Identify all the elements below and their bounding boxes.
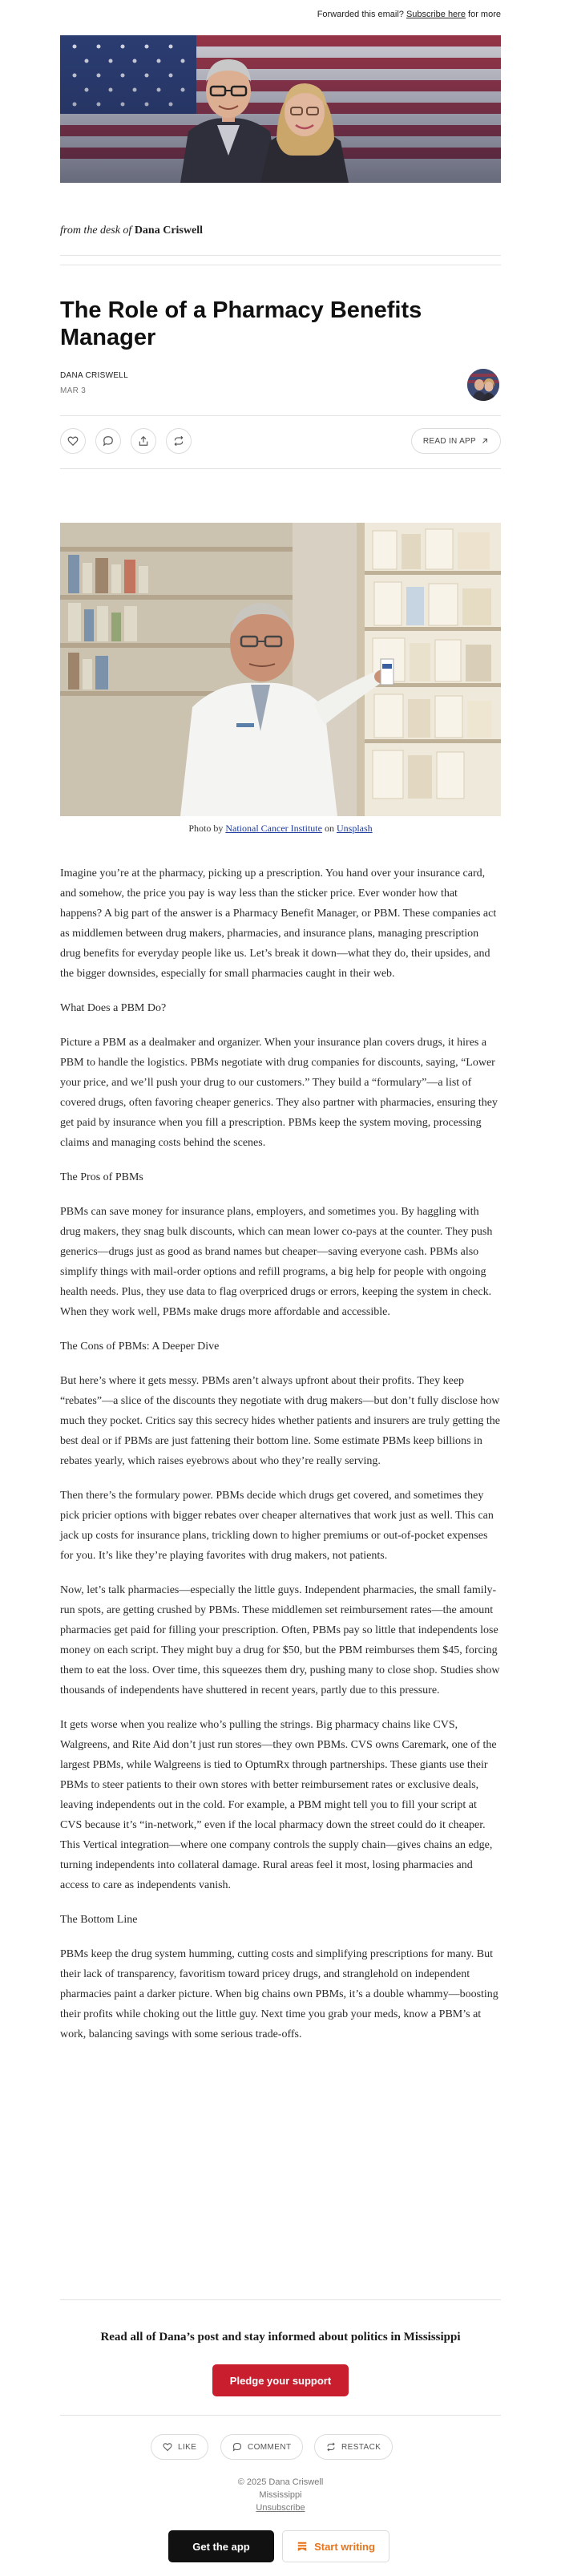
- section-heading: What Does a PBM Do?: [60, 1002, 167, 1014]
- footer-restack-button[interactable]: [314, 2434, 393, 2460]
- footer-actions: [60, 2434, 501, 2460]
- section-heading: The Bottom Line: [60, 1914, 138, 1926]
- author-avatar[interactable]: [467, 369, 499, 401]
- read-in-app-button[interactable]: [411, 428, 501, 454]
- desk-prefix: from the desk of: [60, 224, 132, 237]
- post-title[interactable]: The Role of a Pharmacy Benefits Manager: [60, 297, 422, 350]
- section-heading: The Pros of PBMs: [60, 1171, 143, 1183]
- article-body: [60, 863, 501, 2059]
- post-actions: [60, 428, 501, 455]
- post-author[interactable]: DANA CRISWELL: [60, 371, 129, 380]
- share-icon: [138, 435, 149, 447]
- start-writing-button[interactable]: [282, 2530, 389, 2562]
- footer-comment-button[interactable]: [220, 2434, 303, 2460]
- paragraph: PBMs keep the drug system humming, cutting costs and simplifying prescriptions for many. But their lack of transparency, favoritism toward pricey drugs, and stranglehold on independent pharmacies paint a darker picture. When big chains own PBMs, it’s a double whammy—boosting their profits while choking out the little guy. Next time you grab your meds, know a PBM’s at work, balancing savings with some serious trade-offs.: [60, 1948, 498, 2040]
- pharmacist-illustration: [60, 523, 501, 816]
- avatar-image: [467, 369, 499, 401]
- desk-byline: [60, 224, 501, 237]
- forward-suffix: for more: [468, 10, 501, 19]
- desk-name: Dana Criswell: [134, 224, 203, 237]
- comment-icon: [103, 435, 114, 447]
- restack-label: RESTACK: [341, 2442, 381, 2452]
- forward-notice: [317, 10, 501, 19]
- paragraph: Now, let’s talk pharmacies—especially the little guys. Independent pharmacies, the small family-run spots, are getting crushed by PBMs. These middlemen set reimbursement rates—the amount pharmacies get paid for filling your prescription. Often, PBMs pay so little that independents lose money on each script. They might buy a drug for $50, but the PBM reimburses them $45, forcing them to eat the loss. Over time, this squeezes them dry, pushing many to close shop. Studies show thousands of independents have shuttered in recent years, partly due to this pressure.: [60, 1584, 500, 1696]
- comment-icon: [232, 2442, 242, 2452]
- pledge-support-button[interactable]: Pledge your support: [212, 2364, 349, 2396]
- share-button[interactable]: [131, 428, 156, 454]
- caption-prefix: Photo by: [188, 823, 224, 834]
- section-heading: The Cons of PBMs: A Deeper Dive: [60, 1341, 220, 1353]
- get-the-app-button[interactable]: Get the app: [168, 2530, 274, 2562]
- restack-icon: [173, 435, 184, 447]
- heart-icon: [67, 435, 79, 447]
- read-in-app-label: READ IN APP: [422, 436, 476, 446]
- heart-icon: [163, 2442, 172, 2452]
- caption-on: on: [324, 823, 334, 834]
- paragraph: But here’s where it gets messy. PBMs aren’t always upfront about their profits. They keep “rebates”—a slice of the discounts they negotiate with drug makers—but don’t fully disclose how much they pocket. Critics say this secrecy hides whether patients and insurers are truly getting the best deal or if PBMs are just fattening their bottom line. Some estimate PBMs keep billions in rebates yearly, which raises eyebrows about who they’re really serving.: [60, 1375, 500, 1467]
- footer-like-button[interactable]: [151, 2434, 208, 2460]
- paragraph: Imagine you’re at the pharmacy, picking up a prescription. You hand over your insurance card, and somehow, the price you pay is way less than the sticker price. Ever wonder how that happens? A big part of the answer is a Pharmacy Benefit Manager, or PBM. These companies act as middlemen between drug makers, pharmacies, and insurance plans, managing prescription drug benefits for everyday people like us. Let’s break it down—what they do, their upsides, and the bigger downsides, especially for small pharmacies caught in their web.: [60, 867, 497, 980]
- like-label: LIKE: [178, 2442, 197, 2452]
- unsplash-link[interactable]: Unsplash: [336, 823, 373, 834]
- publisher-location: Mississippi: [259, 2490, 302, 2500]
- start-writing-label: Start writing: [314, 2540, 375, 2553]
- restack-button[interactable]: [166, 428, 192, 454]
- divider: [60, 2299, 501, 2300]
- hero-banner: [60, 35, 501, 183]
- restack-icon: [326, 2442, 336, 2452]
- comment-label: COMMENT: [248, 2442, 292, 2452]
- forward-text: Forwarded this email?: [317, 10, 404, 19]
- paragraph: Picture a PBM as a dealmaker and organizer. When your insurance plan covers drugs, it hires a PBM to handle the logistics. PBMs negotiate with drug companies for discounts, saying, “Lower your price, and we’ll push your drug to our customers.” They build a “formulary”—a list of covered drugs, often favoring cheaper generics. They also partner with pharmacies, ensuring they get paid by insurance when you fill a prescription. PBMs keep the system moving, processing claims and managing costs behind the scenes.: [60, 1037, 498, 1149]
- paragraph: PBMs can save money for insurance plans, employers, and sometimes you. By haggling with drug makers, they snag bulk discounts, which can mean lower co-pays at the counter. They push generics—drugs just as good as brand names but cheaper—saving everyone cash. PBMs also simplify things with mail-order options and refill programs, a big help for people with ongoing health needs. Plus, they use data to flag overpriced drugs or errors, keeping the system in check. When they work well, PBMs make drugs more affordable and accessible.: [60, 1206, 493, 1318]
- divider: [60, 2415, 501, 2416]
- hero-illustration: [60, 35, 501, 183]
- subscribe-link[interactable]: Subscribe here: [406, 10, 466, 19]
- subscribe-cta-heading: Read all of Dana’s post and stay informed about politics in Mississippi: [100, 2331, 461, 2343]
- photographer-link[interactable]: National Cancer Institute: [225, 823, 322, 834]
- article-photo: [60, 523, 501, 816]
- paragraph: Then there’s the formulary power. PBMs decide which drugs get covered, and sometimes they pick pricier options with bigger rebates over cheaper alternatives that work just as well. This can jack up costs for insurance plans, trickling down to higher premiums or out-of-pocket expenses for you. It’s like they’re playing favorites with drug makers, not patients.: [60, 1490, 494, 1562]
- substack-icon: [297, 2541, 308, 2552]
- copyright: © 2025 Dana Criswell: [237, 2477, 324, 2487]
- photo-caption: [60, 823, 501, 835]
- divider: [60, 415, 501, 416]
- arrow-up-right-icon: [481, 437, 489, 445]
- divider: [60, 255, 501, 256]
- divider: [60, 468, 501, 469]
- comment-button[interactable]: [95, 428, 121, 454]
- like-button[interactable]: [60, 428, 86, 454]
- paragraph: It gets worse when you realize who’s pulling the strings. Big pharmacy chains like CVS, Walgreens, and Rite Aid don’t just run stores—they own PBMs. CVS owns Caremark, one of the largest PBMs, while Walgreens is tied to OptumRx through partnerships. These giants use their PBMs to steer patients to their own stores with better reimbursement rates or exclusive deals, leaving independents out in the cold. For example, a PBM might tell you to fill your script at CVS because it’s “in-network,” even if the local pharmacy down the street could do it cheaper. This Vertical integration—where one company controls the supply chain—gives chains an edge, turning independents into collateral damage. Rural areas feel it most, losing pharmacies and access to care as independents vanish.: [60, 1719, 497, 1891]
- post-date: MAR 3: [60, 386, 87, 395]
- unsubscribe-link[interactable]: Unsubscribe: [256, 2503, 305, 2513]
- footer-info: [60, 2476, 501, 2514]
